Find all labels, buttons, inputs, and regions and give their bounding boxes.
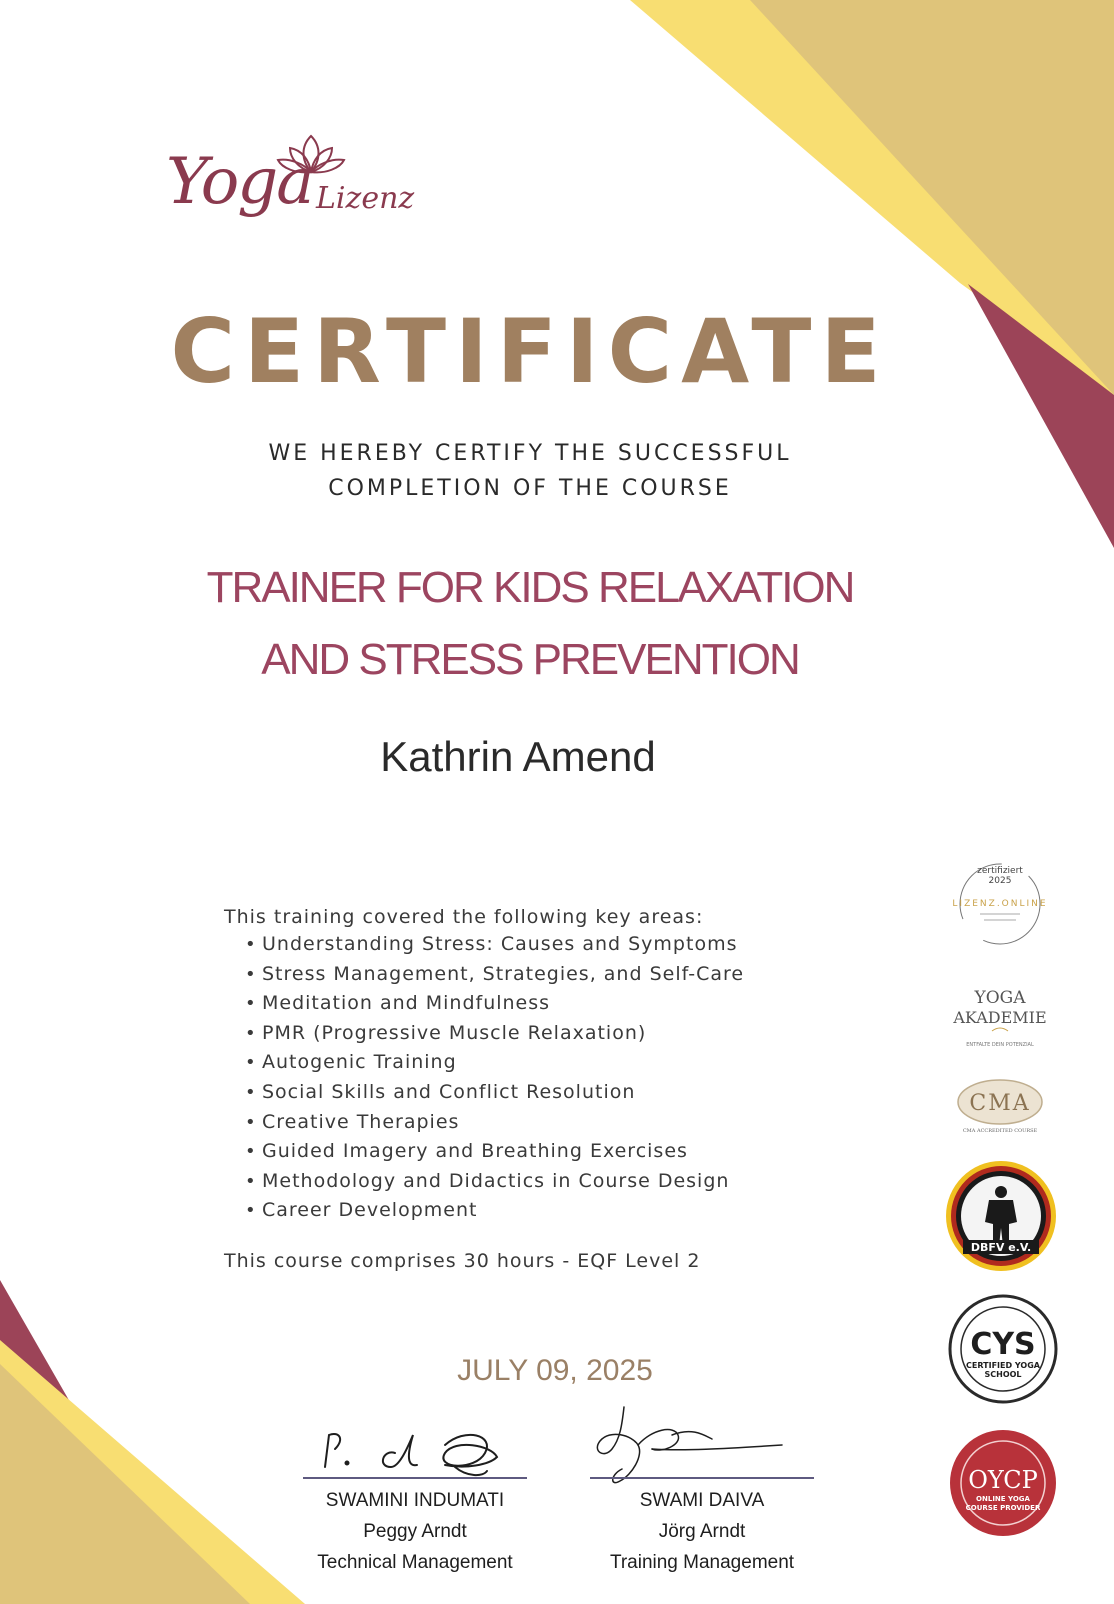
cys-line-2: SCHOOL: [984, 1370, 1022, 1379]
list-item: • Understanding Stress: Causes and Symptoms: [262, 930, 824, 960]
seal-lizenz-name: LIZENZ.ONLINE: [952, 899, 1048, 909]
certification-statement: [0, 436, 1060, 506]
signer-name: Peggy Arndt: [363, 1521, 467, 1542]
course-name: [0, 552, 1060, 696]
key-areas: [224, 904, 824, 1226]
lizenz-online-seal: [940, 856, 1060, 946]
yoga-akademie-seal: [940, 988, 1060, 1056]
certificate-title: CERTIFICATE: [170, 300, 890, 403]
cma-seal: [950, 1076, 1050, 1136]
issue-date: JULY 09, 2025: [457, 1354, 653, 1387]
signature-line: [590, 1477, 814, 1479]
akademie-tagline: ENTFALTE DEIN POTENZIAL: [966, 1042, 1034, 1048]
signer-name: Jörg Arndt: [658, 1521, 746, 1542]
dbfv-seal: [945, 1160, 1057, 1272]
seal-certified-label: zertifiziert: [977, 866, 1023, 876]
bottom-left-gold-band: [0, 1364, 250, 1604]
course-name-line: TRAINER FOR KIDS RELAXATION: [206, 563, 854, 612]
list-item: • Social Skills and Conflict Resolution: [262, 1078, 824, 1108]
signer-title: SWAMI DAIVA: [639, 1490, 765, 1511]
logo-yoga-text: Yoga: [166, 145, 313, 219]
statement-line: WE HEREBY CERTIFY THE SUCCESSFUL: [268, 441, 792, 466]
cys-seal: [948, 1294, 1058, 1404]
oycp-line-2: COURSE PROVIDER: [965, 1504, 1041, 1512]
cys-line-1: CERTIFIED YOGA: [966, 1361, 1040, 1370]
course-name-line: AND STRESS PREVENTION: [261, 635, 799, 684]
yoga-lizenz-logo: [166, 132, 426, 252]
list-item: • Meditation and Mindfulness: [262, 989, 824, 1019]
key-areas-heading: This training covered the following key areas:: [224, 906, 704, 928]
course-hours: This course comprises 30 hours - EQF Level 2: [224, 1250, 701, 1272]
cma-caption: CMA ACCREDITED COURSE: [962, 1128, 1038, 1134]
logo-lizenz-text: Lizenz: [316, 181, 415, 216]
signer-title: SWAMINI INDUMATI: [325, 1490, 505, 1511]
list-item: • PMR (Progressive Muscle Relaxation): [262, 1019, 824, 1049]
dbfv-name: DBFV e.V.: [970, 1241, 1032, 1254]
list-item: • Stress Management, Strategies, and Self-Care: [262, 960, 824, 990]
oycp-line-1: ONLINE YOGA: [976, 1495, 1030, 1503]
cma-name: CMA: [969, 1091, 1031, 1116]
list-item: • Guided Imagery and Breathing Exercises: [262, 1137, 824, 1167]
signature-right: [582, 1477, 822, 1578]
statement-line: COMPLETION OF THE COURSE: [328, 476, 732, 501]
list-item: • Methodology and Didactics in Course Design: [262, 1167, 824, 1197]
seal-year: 2025: [988, 876, 1012, 886]
list-item: • Creative Therapies: [262, 1108, 824, 1138]
signature-line: [303, 1477, 527, 1479]
signer-role: Training Management: [609, 1552, 795, 1573]
oycp-name: OYCP: [968, 1466, 1038, 1494]
cys-name: CYS: [970, 1327, 1036, 1362]
oycp-seal: [948, 1428, 1058, 1538]
akademie-line-2: AKADEMIE: [953, 1008, 1047, 1027]
list-item: • Career Development: [262, 1196, 824, 1226]
key-areas-list: [224, 930, 824, 1226]
akademie-line-1: YOGA: [974, 988, 1026, 1008]
signature-left: [295, 1477, 535, 1578]
recipient-name: Kathrin Amend: [380, 733, 656, 780]
list-item: • Autogenic Training: [262, 1048, 824, 1078]
signer-role: Technical Management: [317, 1552, 513, 1573]
